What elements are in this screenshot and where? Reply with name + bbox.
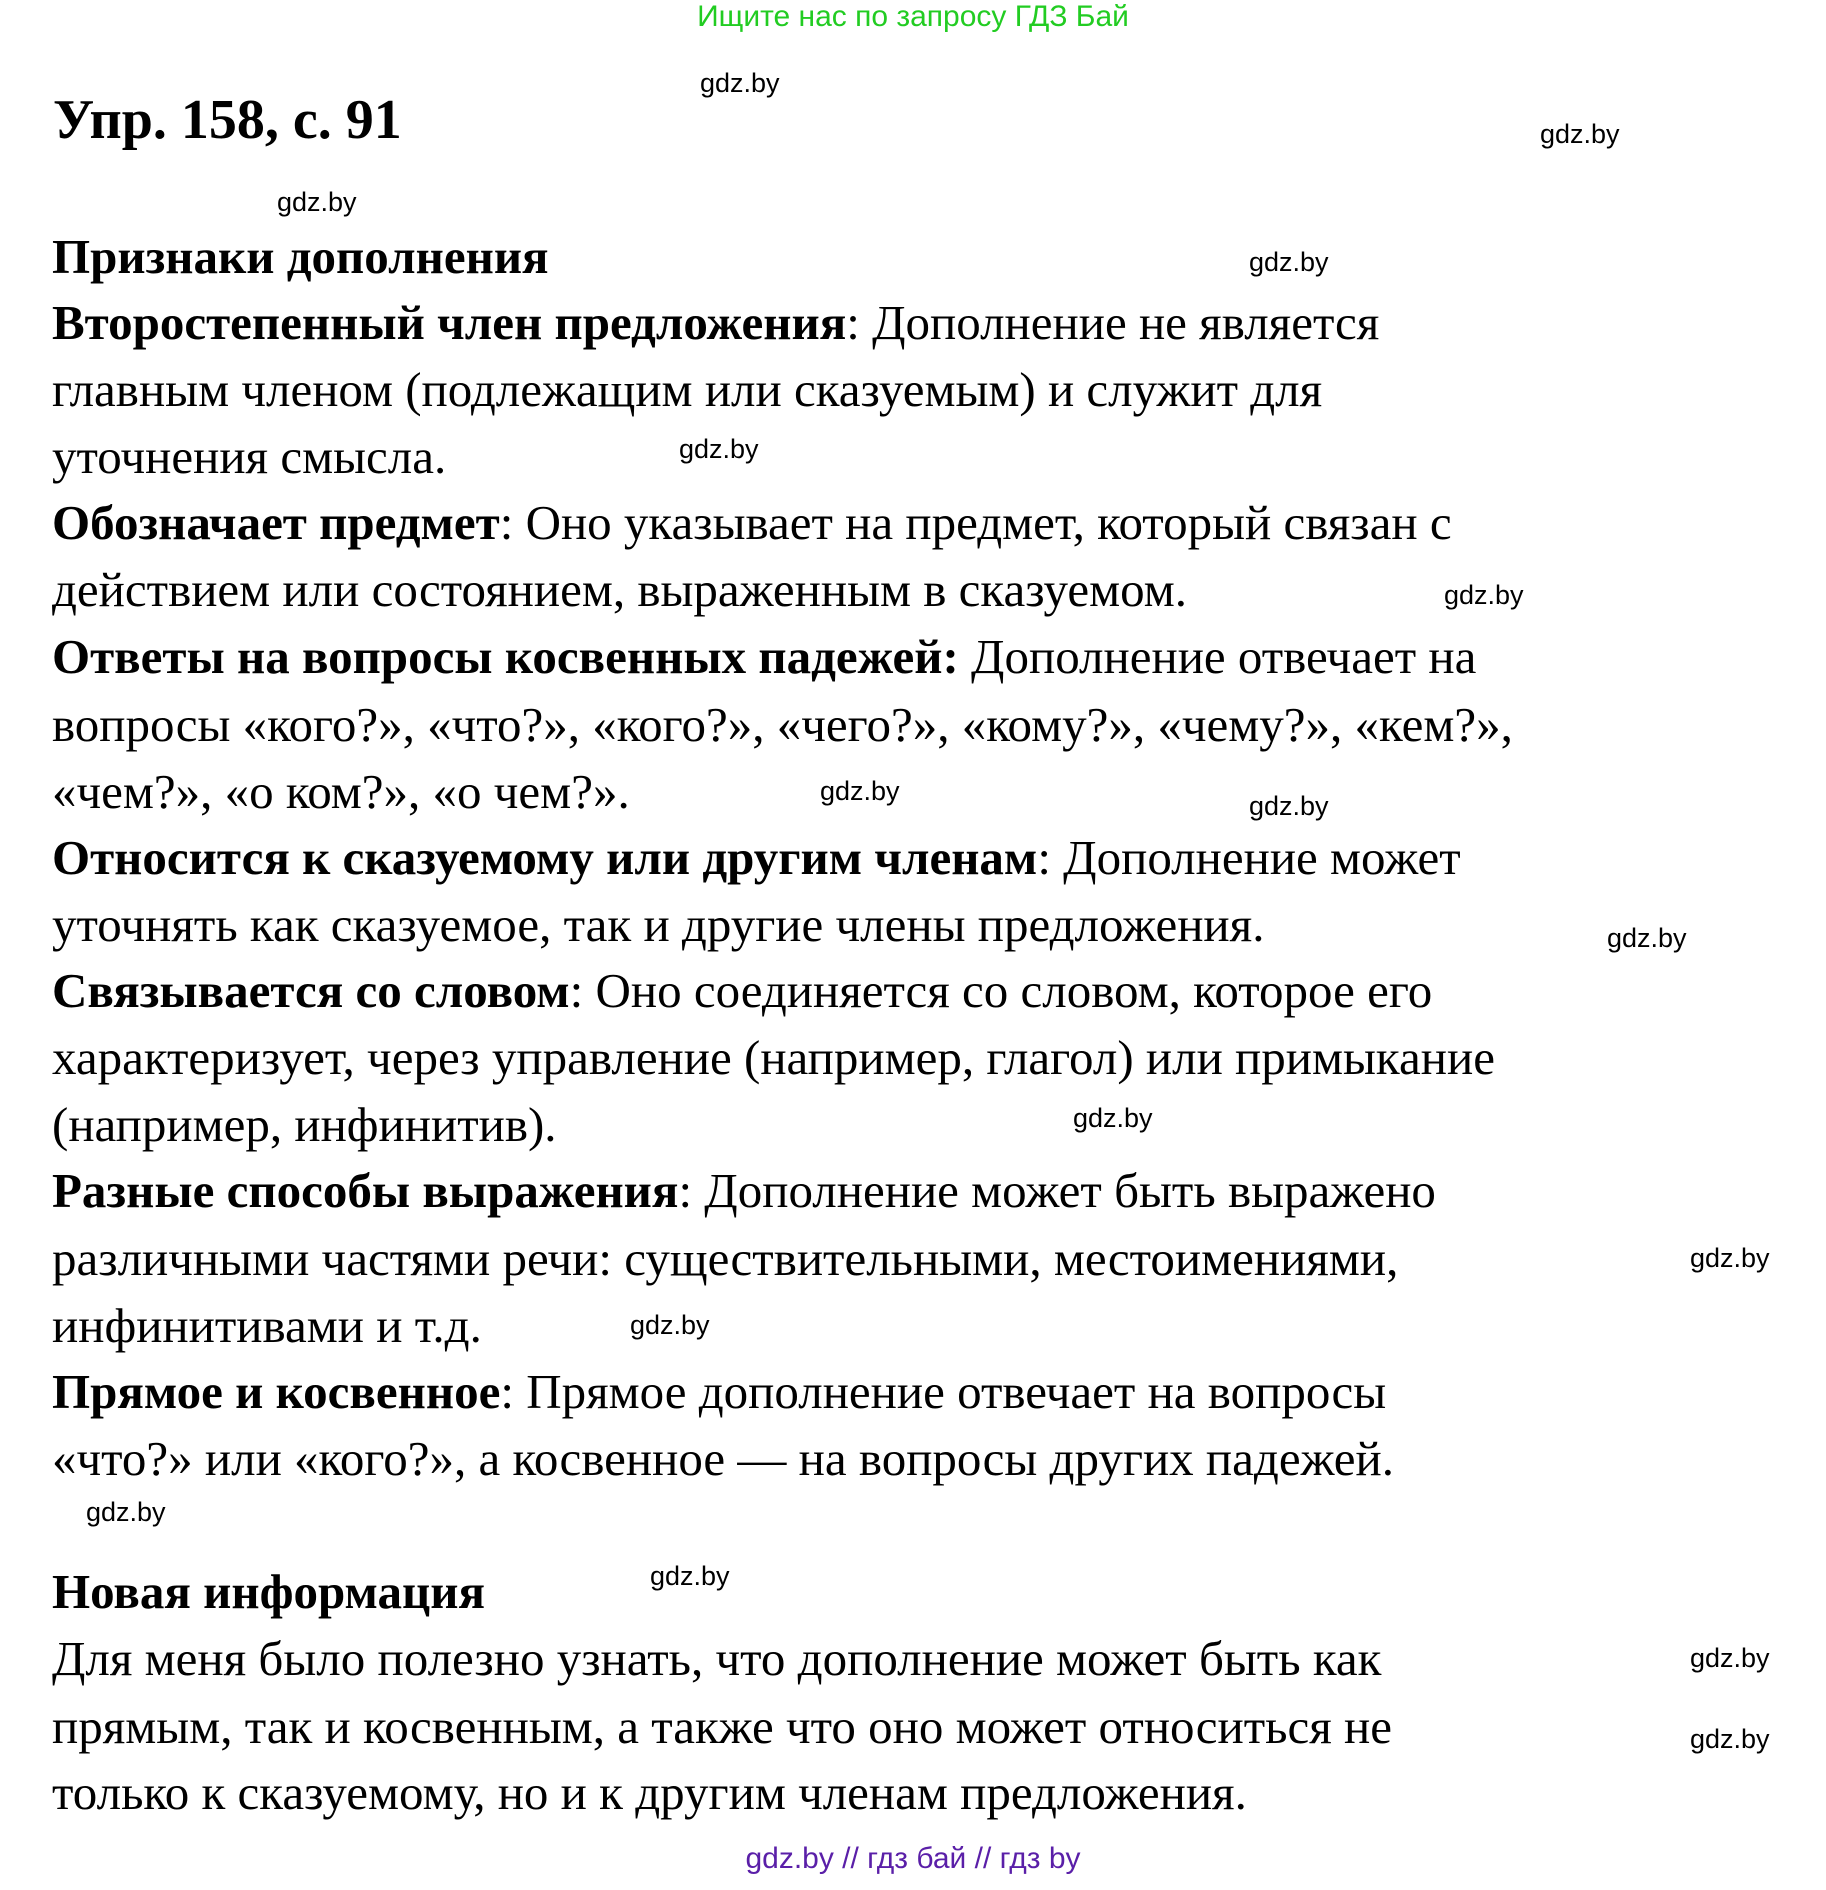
- text-line: [52, 556, 1187, 623]
- term-label: Второстепенный член предложения: [52, 295, 847, 350]
- text-segment: Для меня было полезно узнать, что дополнение может быть как: [52, 1631, 1382, 1686]
- watermark-text: gdz.by: [1249, 791, 1329, 821]
- text-line: [52, 1225, 1398, 1292]
- term-label: Связывается со словом: [52, 963, 570, 1018]
- text-line: [52, 957, 1432, 1024]
- term-label: Прямое и косвенное: [52, 1364, 501, 1419]
- section-heading: [52, 1558, 485, 1625]
- text-line: [52, 289, 1379, 356]
- watermark-text: gdz.by: [1690, 1724, 1770, 1754]
- term-label: Относится к сказуемому или другим членам: [52, 830, 1038, 885]
- text-segment: : Оно соединяется со словом, которое его: [569, 963, 1433, 1018]
- text-line: [52, 489, 1452, 556]
- text-line: [52, 1024, 1495, 1091]
- watermark-text: gdz.by: [650, 1561, 730, 1591]
- text-segment: вопросы «кого?», «что?», «кого?», «чего?», «кому?», «чему?», «кем?»,: [52, 697, 1513, 752]
- text-segment: «чем?», «о ком?», «о чем?».: [52, 764, 630, 819]
- section-heading: [52, 223, 549, 290]
- watermark-text: gdz.by: [86, 1497, 166, 1527]
- text-line: [52, 423, 446, 490]
- text-segment: : Прямое дополнение отвечает на вопросы: [500, 1364, 1387, 1419]
- text-line: [52, 1157, 1436, 1224]
- text-segment: уточнять как сказуемое, так и другие члены предложения.: [52, 897, 1265, 952]
- watermark-text: gdz.by: [1073, 1103, 1153, 1133]
- text-segment: (например, инфинитив).: [52, 1097, 557, 1152]
- watermark-text: gdz.by: [630, 1310, 710, 1340]
- watermark-text: gdz.by: [1690, 1243, 1770, 1273]
- text-segment: характеризует, через управление (например, глагол) или примыкание: [52, 1030, 1495, 1085]
- text-line: [52, 1693, 1392, 1760]
- text-segment: Дополнение отвечает на: [958, 629, 1477, 684]
- text-line: [52, 1292, 482, 1359]
- watermark-text: gdz.by: [1249, 247, 1329, 277]
- text-line: [52, 1425, 1394, 1492]
- watermark-text: gdz.by: [700, 68, 780, 98]
- text-line: [52, 1358, 1386, 1425]
- text-segment: : Оно указывает на предмет, который связан с: [499, 495, 1452, 550]
- term-label: Разные способы выражения: [52, 1163, 679, 1218]
- text-line: [52, 356, 1322, 423]
- text-segment: уточнения смысла.: [52, 429, 447, 484]
- text-segment: инфинитивами и т.д.: [52, 1298, 482, 1353]
- text-line: [52, 623, 1476, 690]
- text-segment: различными частями речи: существительными, местоимениями,: [52, 1231, 1399, 1286]
- text-segment: : Дополнение может быть выражено: [678, 1163, 1436, 1218]
- text-line: [52, 758, 630, 825]
- watermark-text: gdz.by: [1540, 119, 1620, 149]
- watermark-text: gdz.by: [1690, 1643, 1770, 1673]
- text-segment: «что?» или «кого?», а косвенное — на вопросы других падежей.: [52, 1431, 1394, 1486]
- promo-banner-top[interactable]: Ищите нас по запросу ГДЗ Бай: [697, 0, 1129, 33]
- text-segment: : Дополнение не является: [846, 295, 1380, 350]
- text-segment: главным членом (подлежащим или сказуемым) и служит для: [52, 362, 1323, 417]
- exercise-title: Упр. 158, с. 91: [53, 89, 402, 151]
- term-label: Признаки дополнения: [52, 229, 549, 284]
- term-label: Новая информация: [52, 1564, 486, 1619]
- text-line: [52, 824, 1461, 891]
- text-segment: только к сказуемому, но и к другим членам предложения.: [52, 1765, 1247, 1820]
- term-label: Ответы на вопросы косвенных падежей:: [52, 629, 959, 684]
- watermark-text: gdz.by: [1607, 923, 1687, 953]
- watermark-text: gdz.by: [1444, 580, 1524, 610]
- promo-banner-bottom[interactable]: gdz.by // гдз бай // гдз by: [745, 1842, 1081, 1875]
- text-line: [52, 1091, 557, 1158]
- text-segment: : Дополнение может: [1037, 830, 1461, 885]
- text-segment: прямым, так и косвенным, а также что оно может относиться не: [52, 1699, 1393, 1754]
- term-label: Обозначает предмет: [52, 495, 500, 550]
- text-segment: действием или состоянием, выраженным в сказуемом.: [52, 562, 1187, 617]
- text-line: [52, 891, 1264, 958]
- watermark-text: gdz.by: [820, 776, 900, 806]
- text-line: [52, 691, 1513, 758]
- text-line: [52, 1759, 1247, 1826]
- text-line: [52, 1625, 1381, 1692]
- watermark-text: gdz.by: [679, 434, 759, 464]
- watermark-text: gdz.by: [277, 187, 357, 217]
